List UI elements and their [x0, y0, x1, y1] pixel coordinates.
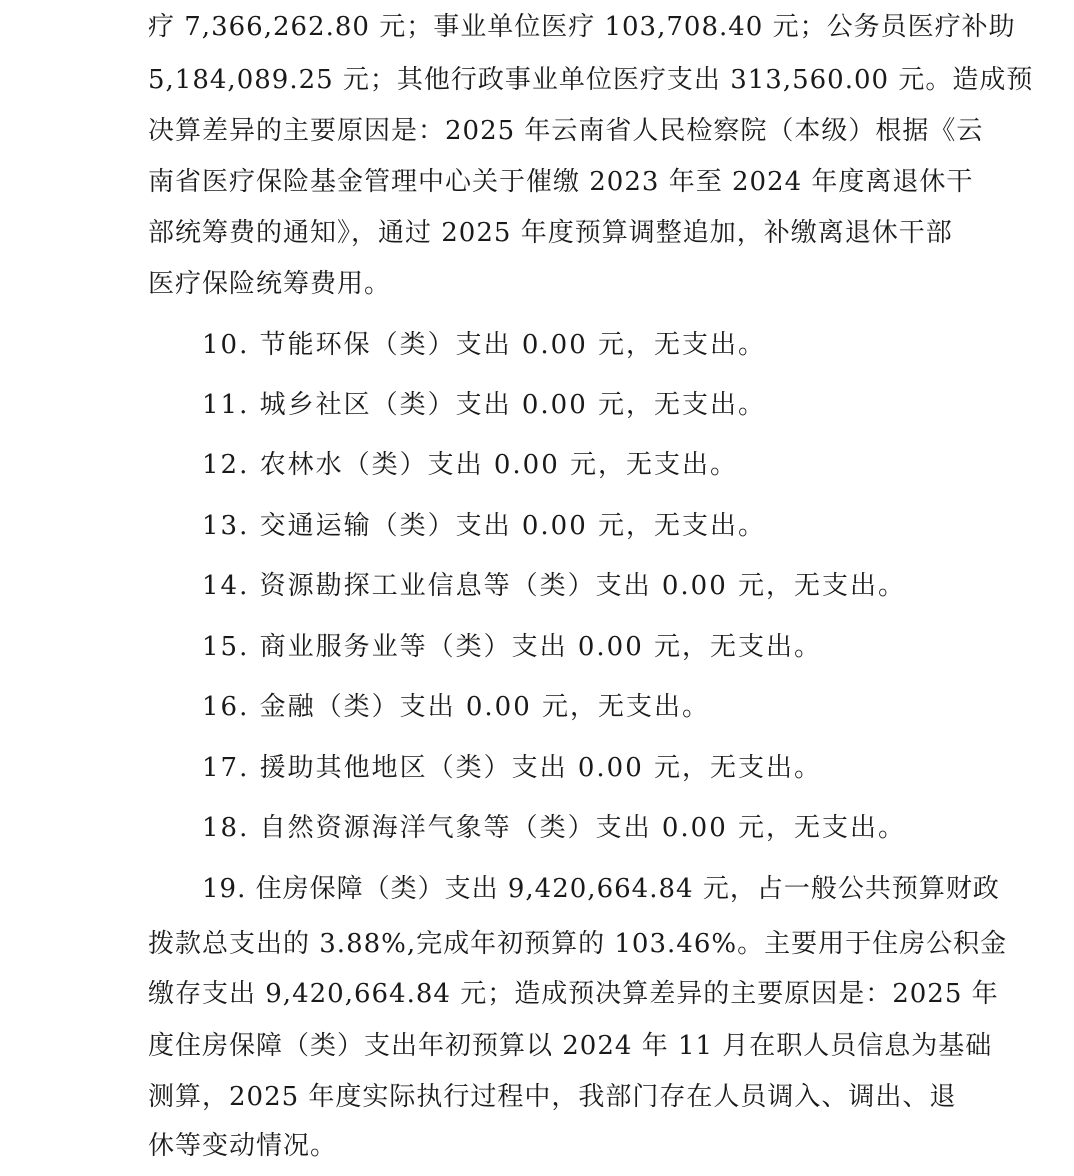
list-item-18: 18. 自然资源海洋气象等（类）支出 0.00 元，无支出。: [202, 813, 907, 843]
list-item-13: 13. 交通运输（类）支出 0.00 元，无支出。: [202, 511, 767, 541]
housing-paragraph-line-3: 缴存支出 9,420,664.84 元；造成预决算差异的主要原因是：2025 年: [148, 979, 999, 1009]
list-item-17: 17. 援助其他地区（类）支出 0.00 元，无支出。: [202, 753, 823, 783]
list-item-11: 11. 城乡社区（类）支出 0.00 元，无支出。: [202, 390, 767, 420]
medical-paragraph-line-6: 医疗保险统筹费用。: [148, 269, 392, 299]
list-item-12: 12. 农林水（类）支出 0.00 元，无支出。: [202, 450, 739, 480]
housing-paragraph-line-1: 19. 住房保障（类）支出 9,420,664.84 元，占一般公共预算财政: [202, 874, 1000, 904]
housing-paragraph-line-4: 度住房保障（类）支出年初预算以 2024 年 11 月在职人员信息为基础: [148, 1031, 993, 1061]
medical-paragraph-line-3: 决算差异的主要原因是：2025 年云南省人民检察院（本级）根据《云: [148, 116, 984, 146]
medical-paragraph-line-5: 部统筹费的通知》，通过 2025 年度预算调整追加，补缴离退休干部: [148, 218, 953, 248]
list-item-16: 16. 金融（类）支出 0.00 元，无支出。: [202, 692, 711, 722]
list-item-10: 10. 节能环保（类）支出 0.00 元，无支出。: [202, 330, 767, 360]
medical-paragraph-line-2: 5,184,089.25 元；其他行政事业单位医疗支出 313,560.00 元。造成预: [148, 65, 1034, 95]
housing-paragraph-line-6: 休等变动情况。: [148, 1131, 338, 1161]
housing-paragraph-line-2: 拨款总支出的 3.88%,完成年初预算的 103.46%。主要用于住房公积金: [148, 929, 1008, 959]
medical-paragraph-line-1: 疗 7,366,262.80 元；事业单位医疗 103,708.40 元；公务员医疗补助: [148, 12, 1016, 42]
medical-paragraph-line-4: 南省医疗保险基金管理中心关于催缴 2023 年至 2024 年度离退休干: [148, 167, 974, 197]
housing-paragraph-line-5: 测算，2025 年度实际执行过程中，我部门存在人员调入、调出、退: [148, 1082, 957, 1112]
list-item-14: 14. 资源勘探工业信息等（类）支出 0.00 元，无支出。: [202, 571, 907, 601]
list-item-15: 15. 商业服务业等（类）支出 0.00 元，无支出。: [202, 632, 823, 662]
